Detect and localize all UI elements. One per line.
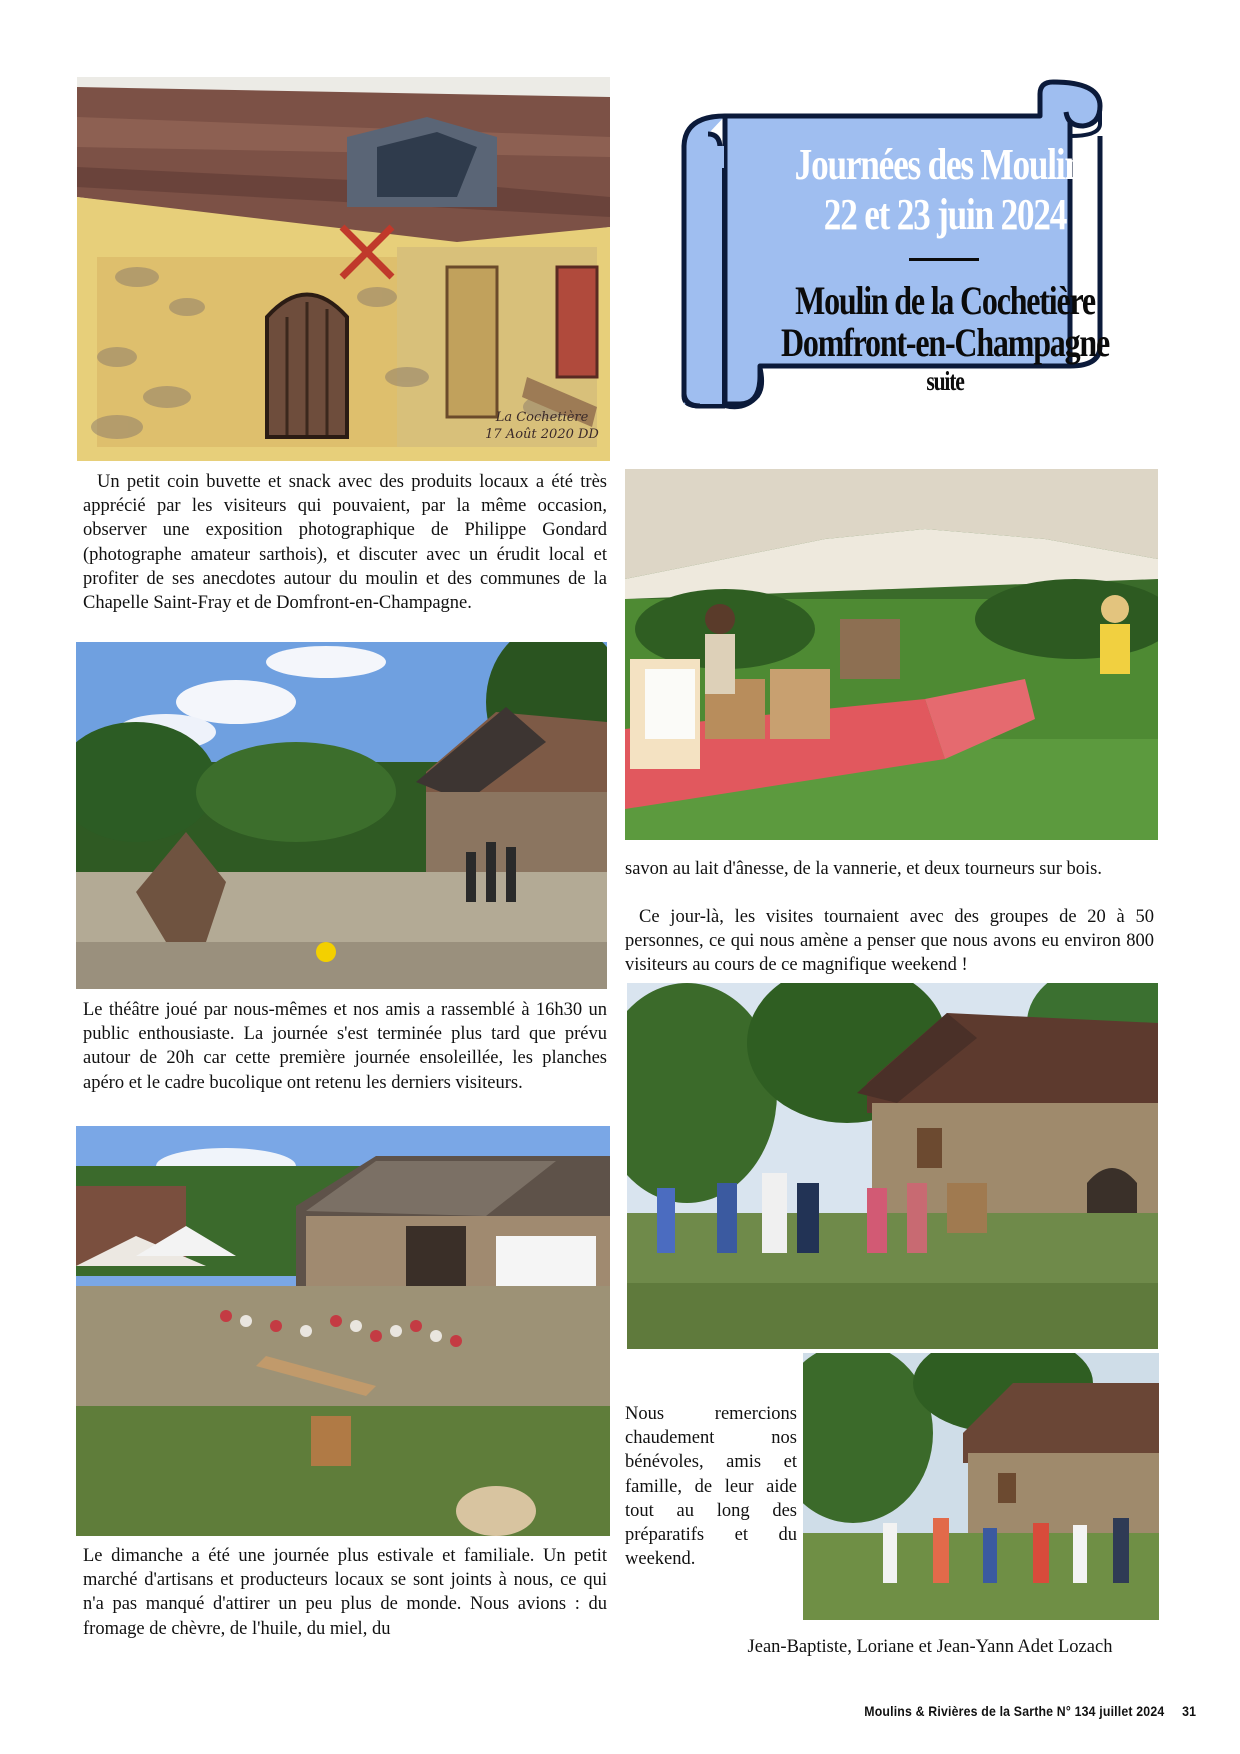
mill-drawing: [77, 77, 610, 461]
drawing-inscription-line2: 17 Août 2020 DD: [485, 427, 599, 442]
photo-market-stalls: [625, 469, 1158, 840]
paragraph-dimanche: Le dimanche a été une journée plus estivale et familiale. Un petit marché d'artisans et producteurs locaux se sont joints à nous, ce qui n'a pas manqué d'attirer un peu plus de monde. Nous avions : du fromage de chèvre, de l'huile, du miel, du: [83, 1546, 607, 1639]
drawing-inscription: [477, 409, 607, 443]
photo-mill-crowd: [801, 1351, 1161, 1622]
footer-publication: Moulins & Rivières de la Sarthe N° 134 juillet 2024: [864, 1703, 1165, 1719]
paragraph-buvette: Un petit coin buvette et snack avec des produits locaux a été très apprécié par les visiteurs qui pouvaient, par la même occasion, observer une exposition photographique de Philippe Gondard (photographe amateur sarthois), et discuter avec un érudit local et profiter de ses anecdotes autour du moulin et des communes de la Chapelle Saint-Fray et de Domfront-en-Champagne.: [83, 472, 607, 614]
title-scroll-banner: [670, 76, 1120, 456]
banner-subtitle-line2: Domfront-en-Champagne: [781, 320, 1109, 365]
paragraph-remerciements: Nous remercions chaudement nos bénévoles, amis et famille, de leur aide tout au long des préparatifs et du weekend.: [625, 1404, 797, 1570]
banner-subtitle-line1: Moulin de la Cochetière: [795, 278, 1095, 323]
banner-divider: [909, 258, 979, 261]
photo-theatre-audience: [76, 1126, 610, 1536]
banner-title-line1: Journées des Moulins: [794, 140, 1096, 189]
paragraph-theatre: Le théâtre joué par nous-mêmes et nos amis a rassemblé à 16h30 un public enthousiaste. La journée s'est terminée plus tard que prévu autour de 20h car cette première journée ensoleillée, les planches apéro et le cadre bucolique ont retenu les derniers visiteurs.: [83, 1000, 607, 1093]
photo-visitors-mill: [627, 983, 1158, 1349]
paragraph-visites: Ce jour-là, les visites tournaient avec des groupes de 20 à 50 personnes, ce qui nous amène a penser que nous avons eu environ 800 visiteurs au cours de ce magnifique weekend !: [625, 907, 1154, 976]
footer-page-number: 31: [1181, 1703, 1196, 1719]
paragraph-savon: savon au lait d'ânesse, de la vannerie, et deux tourneurs sur bois.: [625, 859, 1102, 879]
banner-title-line2: 22 et 23 juin 2024: [823, 190, 1067, 239]
page-footer: [864, 1703, 1196, 1719]
signature: Jean-Baptiste, Loriane et Jean-Yann Adet Lozach: [747, 1637, 1113, 1657]
drawing-inscription-line1: La Cochetière: [495, 410, 589, 425]
banner-subtitle-line3: suite: [926, 366, 964, 396]
photo-courtyard-visitors: [76, 642, 607, 989]
